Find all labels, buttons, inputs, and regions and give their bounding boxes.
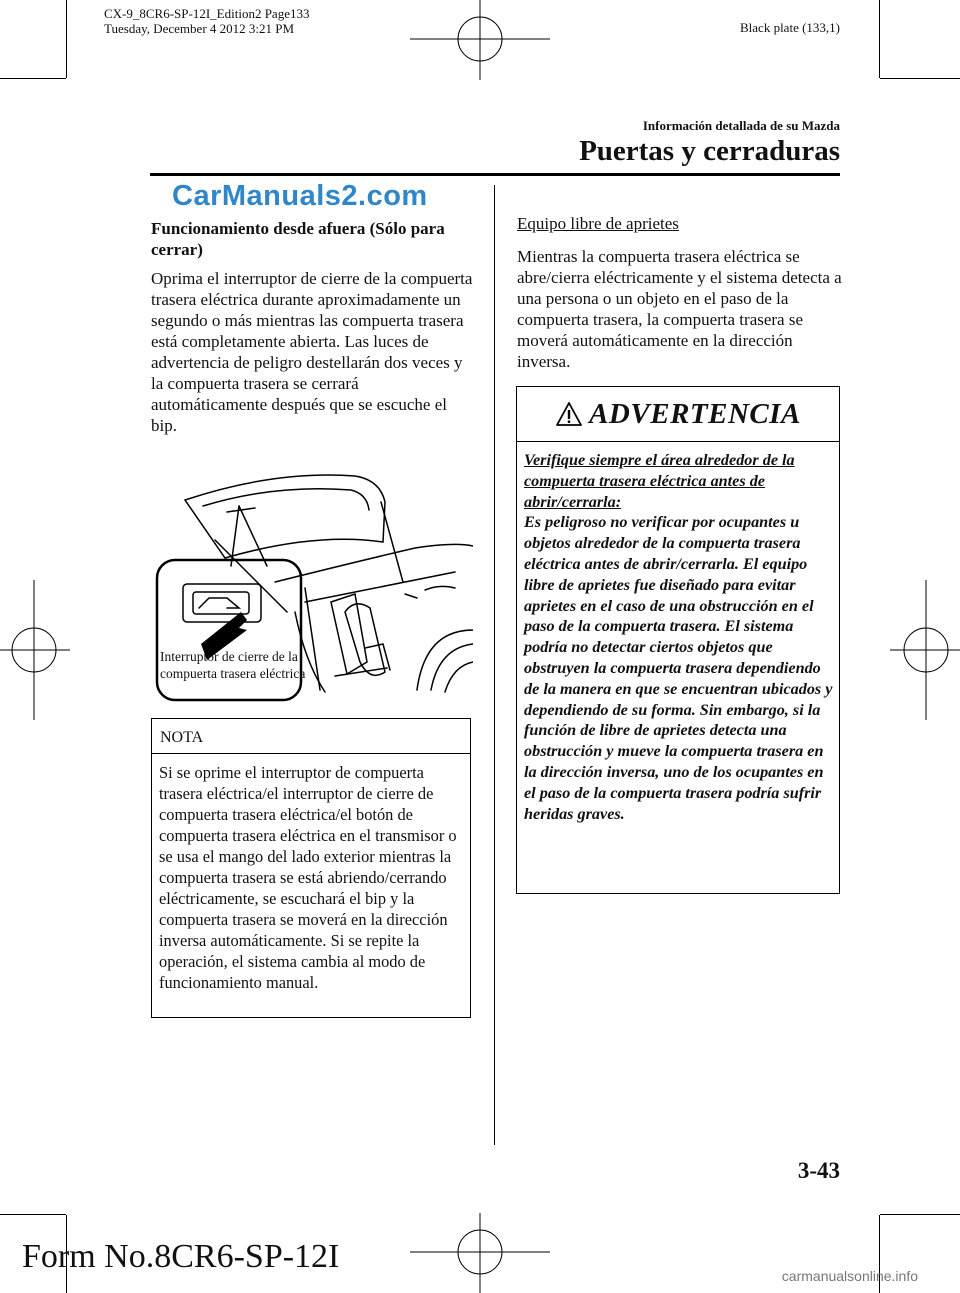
watermark-logo: CarManuals2.com	[172, 180, 428, 212]
note-box	[151, 718, 471, 1018]
registration-mark-top	[410, 0, 550, 80]
footer-watermark: carmanualsonline.info	[781, 1268, 918, 1284]
paragraph-pinch-free: Mientras la compuerta trasera eléctrica se abre/cierra eléctricamente y el sistema detecta a una persona o un objeto en el paso de la compuerta trasera, la compuerta trasera se moverá automáticamente en la dirección inversa.	[517, 247, 842, 371]
registration-mark-left	[0, 580, 70, 720]
illustration-label-line-2: compuerta trasera eléctrica	[160, 666, 306, 681]
warning-title: ADVERTENCIA	[589, 397, 801, 430]
page-number: 3-43	[797, 1158, 840, 1183]
warning-header	[517, 387, 839, 442]
warning-body	[517, 442, 839, 824]
note-title: NOTA	[160, 729, 204, 746]
print-meta-file: CX-9_8CR6-SP-12I_Edition2 Page133	[104, 6, 310, 21]
column-divider	[494, 185, 495, 1145]
warning-lead: Verifique siempre el área alrededor de la compuerta trasera eléctrica antes de abrir/cerrarla:	[524, 451, 795, 511]
note-body: Si se oprime el interruptor de compuerta trasera eléctrica/el interruptor de cierre de compuerta trasera eléctrica/el botón de compuerta trasera eléctrica en el transmisor o se usa el mango del lado exterior mientras la compuerta trasera se está abriendo/cerrando eléctricamente, se escuchará el bip y la compuerta trasera se moverá en la dirección inversa automáticamente. Si se repite la operación, el sistema cambia al modo de funcionamiento manual.	[152, 753, 470, 993]
form-number: Form No.8CR6-SP-12I	[22, 1238, 340, 1275]
registration-mark-bottom	[410, 1213, 550, 1293]
left-column	[151, 218, 476, 444]
paragraph-outside-operation: Oprima el interruptor de cierre de la compuerta trasera eléctrica durante aproximadamente un segundo o más mientras las compuerta trasera está completamente abierta. Las luces de advertencia de peligro destellarán dos veces y la compuerta trasera se cerrará automáticamente después que se escuche el bip.	[151, 269, 473, 435]
print-meta-date: Tuesday, December 4 2012 3:21 PM	[104, 21, 295, 36]
illustration-label	[160, 648, 305, 682]
warning-triangle-icon	[555, 401, 583, 427]
subheading-pinch-free: Equipo libre de aprietes	[517, 214, 679, 233]
right-column	[517, 213, 843, 380]
illustration-label-line-1: Interruptor de cierre de la	[160, 649, 298, 664]
page-title: Puertas y cerraduras	[579, 135, 840, 167]
section-label: Información detallada de su Mazda	[642, 118, 840, 133]
print-meta-plate: Black plate (133,1)	[740, 20, 840, 35]
registration-mark-right	[890, 580, 960, 720]
warning-text: Es peligroso no verificar por ocupantes u objetos alrededor de la compuerta trasera eléctrica antes de abrir/cerrarla. El equipo libre de aprietes fue diseñado para evitar aprietes en el caso de una obstrucción en el paso de la compuerta trasera. El sistema podría no detectar ciertos objetos que obstruyen la compuerta trasera dependiendo de la manera en que se encuentran ubicados y dependiendo de su forma. Sin embargo, si la función de libre de aprietes detecta una obstrucción y mueve la compuerta trasera en la dirección inversa, uno de los ocupantes en el paso de la compuerta trasera podría sufrir heridas graves.	[524, 513, 833, 823]
header-rule	[150, 173, 840, 176]
warning-box	[516, 386, 840, 894]
subheading-outside-operation: Funcionamiento desde afuera (Sólo para cerrar)	[151, 219, 445, 259]
